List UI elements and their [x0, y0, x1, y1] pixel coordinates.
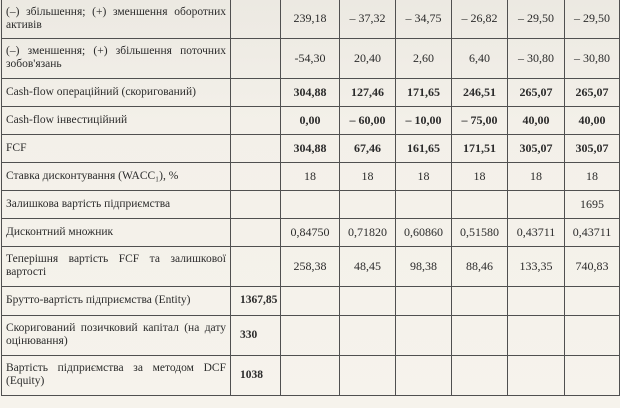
value-cell [340, 286, 396, 315]
entity-cell: 330 [231, 315, 281, 355]
value-cell [508, 190, 565, 218]
value-cell: 67,46 [340, 134, 396, 162]
value-cell: 40,00 [565, 106, 620, 134]
value-cell [396, 286, 452, 315]
value-cell: 0,84750 [281, 218, 340, 246]
value-cell: 239,18 [281, 0, 340, 38]
dcf-valuation-table [1, 0, 620, 396]
value-cell [452, 315, 508, 355]
value-cell [281, 355, 340, 395]
entity-cell: 1038 [231, 355, 281, 395]
value-cell: 6,40 [452, 38, 508, 78]
row-label: Брутто-вартість підприємства (Entity) [2, 286, 231, 315]
value-cell: 0,60860 [396, 218, 452, 246]
value-cell [340, 315, 396, 355]
table-row [2, 0, 620, 38]
entity-cell [231, 162, 281, 190]
value-cell: 740,83 [565, 246, 620, 286]
table-row [2, 315, 620, 355]
value-cell: 0,00 [281, 106, 340, 134]
value-cell: – 26,82 [452, 0, 508, 38]
row-label: Скоригований позичковий капітал (на дату оцінювання) [2, 315, 231, 355]
value-cell [340, 355, 396, 395]
row-label: Теперішня вартість FCF та залишкової вартості [2, 246, 231, 286]
row-label: (–) зменшення; (+) збільшення поточних зобов'язань [2, 38, 231, 78]
table-row [2, 134, 620, 162]
value-cell [508, 355, 565, 395]
value-cell: 98,38 [396, 246, 452, 286]
table-row [2, 162, 620, 190]
value-cell: 40,00 [508, 106, 565, 134]
value-cell: – 60,00 [340, 106, 396, 134]
row-label: FCF [2, 134, 231, 162]
value-cell: 18 [396, 162, 452, 190]
value-cell: 0,51580 [452, 218, 508, 246]
table-row [2, 190, 620, 218]
value-cell: 258,38 [281, 246, 340, 286]
table-row [2, 38, 620, 78]
value-cell: 133,35 [508, 246, 565, 286]
value-cell: 18 [508, 162, 565, 190]
value-cell: 171,51 [452, 134, 508, 162]
table-body [2, 0, 620, 395]
table-row [2, 218, 620, 246]
value-cell [565, 315, 620, 355]
row-label: Дисконтний множник [2, 218, 231, 246]
value-cell: – 37,32 [340, 0, 396, 38]
value-cell [508, 286, 565, 315]
row-label: Cash-flow операційний (скоригований) [2, 78, 231, 106]
entity-cell [231, 190, 281, 218]
value-cell: 246,51 [452, 78, 508, 106]
value-cell [396, 190, 452, 218]
entity-cell [231, 134, 281, 162]
entity-cell [231, 218, 281, 246]
value-cell [508, 315, 565, 355]
value-cell: 0,43711 [508, 218, 565, 246]
row-label: Залишкова вартість підприємства [2, 190, 231, 218]
entity-cell: 1367,85 [231, 286, 281, 315]
value-cell [340, 190, 396, 218]
value-cell: 88,46 [452, 246, 508, 286]
value-cell: 0,43711 [565, 218, 620, 246]
value-cell: 304,88 [281, 134, 340, 162]
entity-cell [231, 38, 281, 78]
value-cell: 265,07 [565, 78, 620, 106]
value-cell [565, 355, 620, 395]
value-cell: 265,07 [508, 78, 565, 106]
value-cell [565, 286, 620, 315]
value-cell [452, 355, 508, 395]
value-cell: – 75,00 [452, 106, 508, 134]
value-cell: 305,07 [508, 134, 565, 162]
value-cell: 171,65 [396, 78, 452, 106]
value-cell: – 30,80 [565, 38, 620, 78]
value-cell: 18 [340, 162, 396, 190]
row-label: Вартість підприємства за методом DCF (Equity) [2, 355, 231, 395]
value-cell [281, 190, 340, 218]
value-cell: 18 [452, 162, 508, 190]
value-cell [452, 190, 508, 218]
value-cell [396, 315, 452, 355]
entity-cell [231, 246, 281, 286]
row-label: (–) збільшення; (+) зменшення оборотних активів [2, 0, 231, 38]
entity-cell [231, 0, 281, 38]
value-cell: – 34,75 [396, 0, 452, 38]
value-cell: 0,71820 [340, 218, 396, 246]
table-row [2, 355, 620, 395]
value-cell: 1695 [565, 190, 620, 218]
table-row [2, 286, 620, 315]
table-row [2, 78, 620, 106]
row-label: Cash-flow інвестиційний [2, 106, 231, 134]
value-cell [396, 355, 452, 395]
value-cell: – 10,00 [396, 106, 452, 134]
value-cell: 127,46 [340, 78, 396, 106]
value-cell [452, 286, 508, 315]
value-cell: 18 [281, 162, 340, 190]
value-cell: 20,40 [340, 38, 396, 78]
value-cell [281, 315, 340, 355]
value-cell: 48,45 [340, 246, 396, 286]
value-cell [281, 286, 340, 315]
value-cell: 161,65 [396, 134, 452, 162]
entity-cell [231, 106, 281, 134]
value-cell: 18 [565, 162, 620, 190]
value-cell: 2,60 [396, 38, 452, 78]
table-row [2, 246, 620, 286]
value-cell: – 30,80 [508, 38, 565, 78]
value-cell: – 29,50 [565, 0, 620, 38]
table-row [2, 106, 620, 134]
value-cell: – 29,50 [508, 0, 565, 38]
value-cell: 304,88 [281, 78, 340, 106]
value-cell: -54,30 [281, 38, 340, 78]
value-cell: 305,07 [565, 134, 620, 162]
row-label: Ставка дисконтування (WACC₁), % [2, 162, 231, 190]
entity-cell [231, 78, 281, 106]
